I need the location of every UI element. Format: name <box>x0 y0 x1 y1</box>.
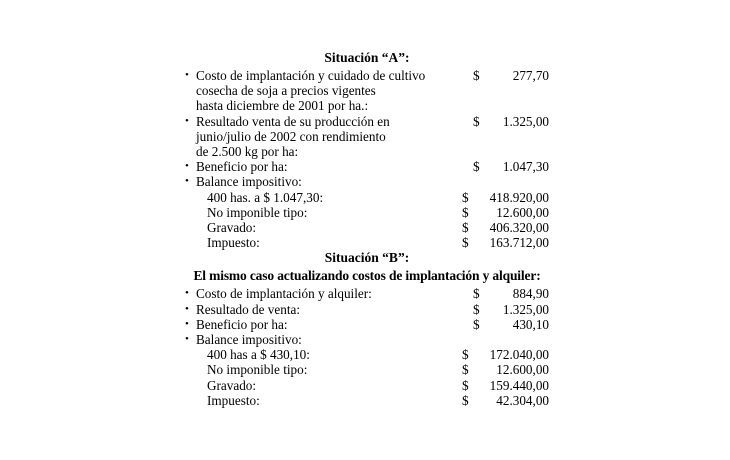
section-rows <box>185 286 549 408</box>
row-label <box>196 159 473 174</box>
row-amount <box>462 205 549 220</box>
row-amount <box>473 317 549 332</box>
row-label <box>196 317 473 332</box>
sub-row <box>185 347 549 362</box>
row-label-line: Gravado: <box>207 220 257 236</box>
row-amount <box>473 114 549 129</box>
sub-row <box>185 220 549 235</box>
row-label <box>196 114 473 160</box>
bullet-icon: • <box>185 69 189 81</box>
row-label-cell <box>185 205 462 220</box>
amount-value: 1.047,30 <box>502 159 549 175</box>
row-amount <box>462 378 549 393</box>
row-amount <box>462 190 549 205</box>
amount-value: 277,70 <box>512 68 549 83</box>
section-rows <box>185 68 549 250</box>
row-label-line: No imponible tipo: <box>207 204 308 220</box>
amount-value: 430,10 <box>512 316 549 332</box>
document-content <box>185 50 549 408</box>
amount-value: 42.304,00 <box>496 392 549 408</box>
row-label-line: junio/julio de 2002 con rendimiento <box>196 128 386 144</box>
amount-value: 418.920,00 <box>489 189 549 205</box>
row-label-cell <box>185 302 473 317</box>
amount-value: 406.320,00 <box>489 220 549 236</box>
row-label-cell <box>185 235 462 250</box>
currency-symbol: $ <box>462 377 469 393</box>
currency-symbol: $ <box>462 220 469 236</box>
row-label <box>207 378 462 393</box>
document-section <box>185 50 549 250</box>
amount-value: 884,90 <box>512 286 549 302</box>
section-subheading: El mismo caso actualizando costos de implantación y alquiler: <box>193 268 541 284</box>
amount-value: 1.325,00 <box>502 301 549 317</box>
row-label-line: 400 has. a $ 1.047,30: <box>207 189 324 205</box>
currency-symbol: $ <box>462 235 469 251</box>
row-amount <box>462 220 549 235</box>
currency-symbol: $ <box>473 68 480 83</box>
sections-container <box>185 50 549 408</box>
bullet-icon: • <box>185 333 189 346</box>
currency-symbol: $ <box>473 316 480 332</box>
currency-symbol: $ <box>473 301 480 317</box>
row-label-line: de 2.500 kg por ha: <box>196 144 299 160</box>
currency-symbol: $ <box>473 113 480 129</box>
row-label <box>196 286 473 301</box>
sub-row <box>185 393 549 408</box>
row-label-line: Impuesto: <box>207 235 260 251</box>
bullet-icon: • <box>185 317 189 330</box>
row-amount <box>462 362 549 377</box>
bullet-row <box>185 317 549 332</box>
row-label <box>207 190 462 205</box>
row-label-cell <box>185 347 462 362</box>
row-label-cell <box>185 378 462 393</box>
row-amount <box>462 235 549 250</box>
document-section <box>185 250 549 408</box>
row-label-line: Gravado: <box>207 377 257 393</box>
amount-value: 172.040,00 <box>489 347 549 363</box>
row-amount <box>462 393 549 408</box>
row-label-line: Costo de implantación y alquiler: <box>196 286 372 302</box>
sub-row <box>185 362 549 377</box>
row-label-line: Resultado venta de su producción en <box>196 113 390 129</box>
row-label-cell <box>185 114 473 160</box>
bullet-row <box>185 174 549 189</box>
bullet-icon: • <box>185 114 189 127</box>
bullet-row <box>185 302 549 317</box>
row-label-cell <box>185 174 549 189</box>
row-amount <box>462 347 549 362</box>
amount-value: 163.712,00 <box>489 235 549 251</box>
row-label-cell <box>185 159 473 174</box>
bullet-row <box>185 68 549 114</box>
sub-row <box>185 378 549 393</box>
section-heading: Situación “B”: <box>324 250 410 266</box>
row-label <box>207 362 462 377</box>
row-label-line: Beneficio por ha: <box>196 159 288 175</box>
currency-symbol: $ <box>462 347 469 363</box>
row-label-cell <box>185 286 473 301</box>
row-label-line: Resultado de venta: <box>196 301 301 317</box>
amount-value: 1.325,00 <box>502 113 549 129</box>
row-label <box>196 174 549 189</box>
bullet-row <box>185 332 549 347</box>
currency-symbol: $ <box>462 362 469 378</box>
row-label-cell <box>185 68 473 114</box>
row-label-cell <box>185 220 462 235</box>
row-amount <box>473 68 549 83</box>
row-label-line: No imponible tipo: <box>207 362 308 378</box>
currency-symbol: $ <box>473 159 480 175</box>
currency-symbol: $ <box>462 189 469 205</box>
row-label-line: Impuesto: <box>207 392 260 408</box>
row-label-cell <box>185 362 462 377</box>
bullet-icon: • <box>185 160 189 173</box>
amount-value: 12.600,00 <box>496 204 549 220</box>
amount-value: 12.600,00 <box>496 362 549 378</box>
row-label <box>196 302 473 317</box>
row-label-line: Balance impositivo: <box>196 174 302 190</box>
bullet-icon: • <box>185 175 189 188</box>
row-amount <box>473 159 549 174</box>
currency-symbol: $ <box>462 392 469 408</box>
row-label-line: Beneficio por ha: <box>196 316 288 332</box>
bullet-row <box>185 114 549 160</box>
bullet-icon: • <box>185 302 189 315</box>
row-label-cell <box>185 190 462 205</box>
row-label-line: Balance impositivo: <box>196 332 302 348</box>
currency-symbol: $ <box>462 204 469 220</box>
sub-row <box>185 190 549 205</box>
row-label <box>207 205 462 220</box>
bullet-row <box>185 159 549 174</box>
row-label <box>207 235 462 250</box>
row-label <box>207 393 462 408</box>
row-label <box>196 332 549 347</box>
row-label-cell <box>185 393 462 408</box>
row-label-cell <box>185 317 473 332</box>
row-label-cell <box>185 332 549 347</box>
row-label-line: cosecha de soja a precios vigentes <box>196 83 376 99</box>
currency-symbol: $ <box>473 286 480 302</box>
row-amount <box>473 286 549 301</box>
row-label <box>196 68 473 114</box>
bullet-icon: • <box>185 287 189 300</box>
row-label-line: 400 has a $ 430,10: <box>207 347 310 363</box>
row-amount <box>473 302 549 317</box>
sub-row <box>185 205 549 220</box>
sub-row <box>185 235 549 250</box>
row-label-line: Costo de implantación y cuidado de cultivo <box>196 68 426 83</box>
section-heading: Situación “A”: <box>324 50 410 65</box>
row-label <box>207 347 462 362</box>
amount-value: 159.440,00 <box>489 377 549 393</box>
row-label <box>207 220 462 235</box>
row-label-line: hasta diciembre de 2001 por ha.: <box>196 98 369 114</box>
bullet-row <box>185 286 549 301</box>
